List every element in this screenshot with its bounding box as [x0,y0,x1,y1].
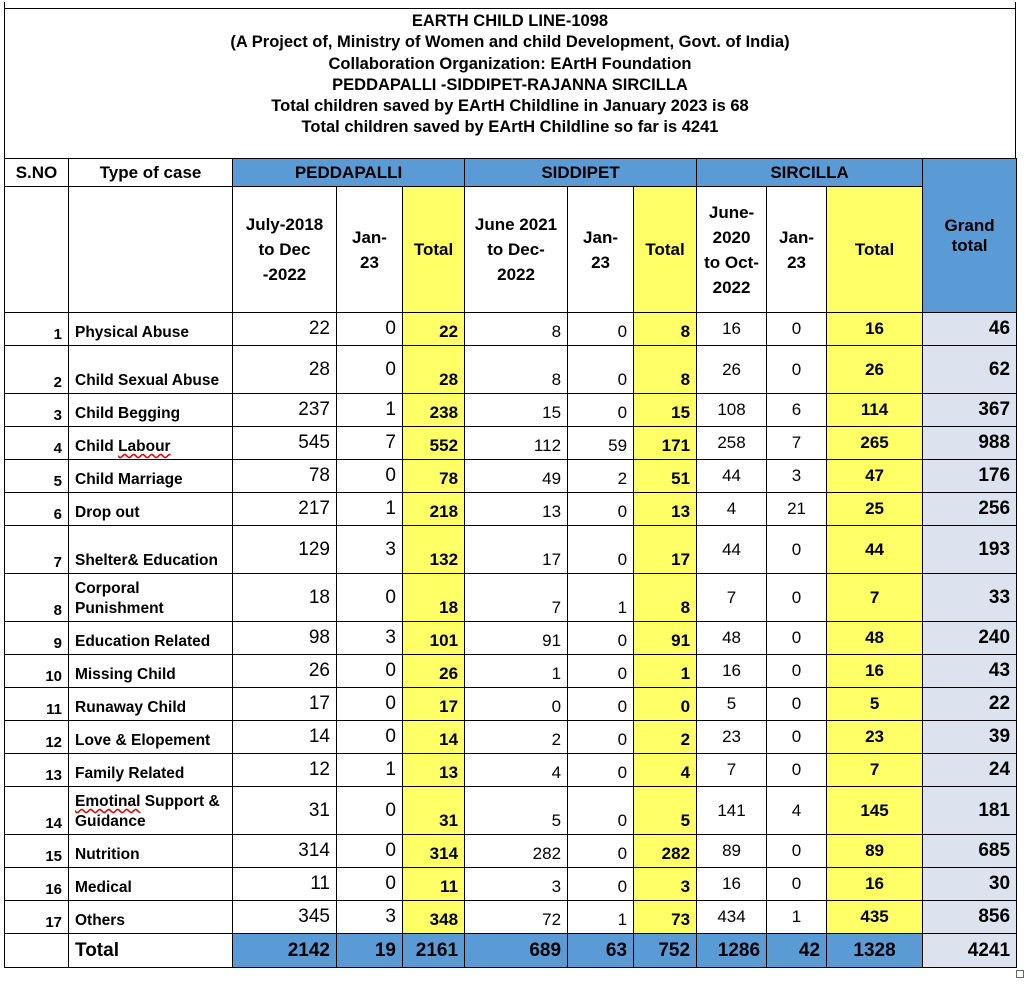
row-siddipet-period: 91 [465,622,568,655]
row-peddapalli-total: 28 [403,346,465,394]
col-siddipet-header: SIDDIPET [465,159,697,187]
row-sircilla-jan: 0 [767,868,827,901]
row-peddapalli-period: 14 [233,721,337,754]
row-peddapalli-total: 17 [403,688,465,721]
row-peddapalli-total: 101 [403,622,465,655]
table-row [5,526,1017,574]
row-sircilla-jan: 0 [767,835,827,868]
total-label: Total [69,934,233,968]
row-siddipet-period: 282 [465,835,568,868]
row-peddapalli-period: 22 [233,313,337,346]
row-grand-total: 46 [923,313,1017,346]
blank-cell [69,187,233,313]
row-peddapalli-period: 345 [233,901,337,934]
row-peddapalli-total: 218 [403,493,465,526]
row-case-type: Corporal Punishment [69,574,233,622]
blank-cell [5,187,69,313]
row-grand-total: 988 [923,427,1017,460]
total-row [5,934,1017,968]
row-case-type: Others [69,901,233,934]
row-grand-total: 30 [923,868,1017,901]
row-siddipet-jan: 0 [568,835,634,868]
row-siddipet-period: 7 [465,574,568,622]
cases-table [4,158,1017,968]
row-peddapalli-jan: 3 [337,622,403,655]
row-peddapalli-jan: 0 [337,835,403,868]
row-sno: 2 [5,346,69,394]
row-grand-total: 33 [923,574,1017,622]
header-collaboration: Collaboration Organization: EArtH Foundation [328,54,692,73]
col-s-jan: Jan- 23 [568,187,634,313]
row-peddapalli-total: 22 [403,313,465,346]
row-siddipet-jan: 0 [568,493,634,526]
row-grand-total: 240 [923,622,1017,655]
row-sircilla-total: 26 [827,346,923,394]
row-grand-total: 43 [923,655,1017,688]
row-sircilla-jan: 0 [767,655,827,688]
row-sircilla-period: 16 [697,868,767,901]
row-case-type: Runaway Child [69,688,233,721]
row-siddipet-total: 4 [634,754,697,787]
col-s-total: Total [634,187,697,313]
row-peddapalli-total: 14 [403,721,465,754]
row-grand-total: 193 [923,526,1017,574]
header-districts: PEDDAPALLI -SIDDIPET-RAJANNA SIRCILLA [332,75,688,94]
row-sno: 10 [5,655,69,688]
row-sno: 9 [5,622,69,655]
row-peddapalli-total: 11 [403,868,465,901]
col-p-total: Total [403,187,465,313]
row-peddapalli-period: 12 [233,754,337,787]
row-peddapalli-jan: 1 [337,394,403,427]
row-siddipet-total: 17 [634,526,697,574]
row-sircilla-total: 25 [827,493,923,526]
row-sircilla-total: 48 [827,622,923,655]
row-case-type: Education Related [69,622,233,655]
row-peddapalli-period: 78 [233,460,337,493]
row-sircilla-jan: 3 [767,460,827,493]
row-peddapalli-total: 132 [403,526,465,574]
row-siddipet-total: 91 [634,622,697,655]
row-siddipet-period: 1 [465,655,568,688]
row-grand-total: 256 [923,493,1017,526]
row-peddapalli-jan: 0 [337,346,403,394]
row-peddapalli-total: 78 [403,460,465,493]
row-siddipet-total: 13 [634,493,697,526]
document-page [4,2,1016,968]
row-sno: 5 [5,460,69,493]
col-sno-header: S.NO [5,159,69,187]
total-siddipet-period: 689 [465,934,568,968]
total-peddapalli-period: 2142 [233,934,337,968]
total-grand: 4241 [923,934,1017,968]
row-case-type: Child Labour [69,427,233,460]
row-sircilla-total: 44 [827,526,923,574]
row-siddipet-total: 73 [634,901,697,934]
row-peddapalli-period: 314 [233,835,337,868]
row-siddipet-total: 0 [634,688,697,721]
total-siddipet-total: 752 [634,934,697,968]
col-s-period: June 2021 to Dec- 2022 [465,187,568,313]
table-row [5,655,1017,688]
row-peddapalli-total: 18 [403,574,465,622]
row-siddipet-jan: 0 [568,787,634,835]
row-sircilla-period: 141 [697,787,767,835]
row-sircilla-period: 16 [697,313,767,346]
row-siddipet-total: 15 [634,394,697,427]
row-peddapalli-total: 31 [403,787,465,835]
table-row [5,688,1017,721]
row-grand-total: 176 [923,460,1017,493]
row-peddapalli-total: 13 [403,754,465,787]
row-siddipet-period: 72 [465,901,568,934]
row-case-type: Emotinal Support & Guidance [69,787,233,835]
row-peddapalli-period: 217 [233,493,337,526]
row-grand-total: 367 [923,394,1017,427]
row-peddapalli-jan: 1 [337,493,403,526]
row-peddapalli-period: 98 [233,622,337,655]
table-row [5,787,1017,835]
row-siddipet-period: 112 [465,427,568,460]
row-sno: 15 [5,835,69,868]
table-row [5,493,1017,526]
table-row [5,901,1017,934]
row-siddipet-jan: 0 [568,655,634,688]
row-sno: 6 [5,493,69,526]
row-peddapalli-total: 314 [403,835,465,868]
row-sircilla-period: 5 [697,688,767,721]
row-case-type: Nutrition [69,835,233,868]
col-sircilla-header: SIRCILLA [697,159,923,187]
header-january-total: Total children saved by EArtH Childline in January 2023 is 68 [271,97,749,116]
row-siddipet-period: 5 [465,787,568,835]
row-sno: 16 [5,868,69,901]
row-sircilla-total: 435 [827,901,923,934]
row-peddapalli-total: 348 [403,901,465,934]
row-sircilla-total: 114 [827,394,923,427]
row-peddapalli-period: 237 [233,394,337,427]
row-sircilla-period: 23 [697,721,767,754]
row-siddipet-total: 8 [634,313,697,346]
row-sno: 8 [5,574,69,622]
row-sno: 7 [5,526,69,574]
row-siddipet-period: 2 [465,721,568,754]
row-sircilla-jan: 0 [767,622,827,655]
row-siddipet-total: 8 [634,574,697,622]
row-sircilla-total: 89 [827,835,923,868]
row-sircilla-period: 258 [697,427,767,460]
row-sircilla-jan: 4 [767,787,827,835]
row-peddapalli-total: 26 [403,655,465,688]
row-grand-total: 24 [923,754,1017,787]
header-project: (A Project of, Ministry of Women and child Development, Govt. of India) [230,33,790,52]
row-sircilla-total: 23 [827,721,923,754]
row-siddipet-period: 0 [465,688,568,721]
row-grand-total: 39 [923,721,1017,754]
table-row [5,721,1017,754]
row-peddapalli-jan: 7 [337,427,403,460]
row-case-type: Child Marriage [69,460,233,493]
row-sircilla-jan: 0 [767,721,827,754]
row-siddipet-jan: 0 [568,313,634,346]
row-sno: 13 [5,754,69,787]
row-peddapalli-jan: 0 [337,460,403,493]
total-sircilla-jan: 42 [767,934,827,968]
row-siddipet-total: 51 [634,460,697,493]
row-siddipet-period: 4 [465,754,568,787]
row-siddipet-jan: 0 [568,868,634,901]
col-peddapalli-header: PEDDAPALLI [233,159,465,187]
row-peddapalli-jan: 0 [337,574,403,622]
total-siddipet-jan: 63 [568,934,634,968]
total-sircilla-total: 1328 [827,934,923,968]
row-sircilla-period: 26 [697,346,767,394]
col-grand-total-header: Grand total [923,159,1017,313]
row-sircilla-jan: 0 [767,754,827,787]
col-c-total: Total [827,187,923,313]
row-sircilla-jan: 0 [767,688,827,721]
row-peddapalli-jan: 3 [337,526,403,574]
row-siddipet-jan: 59 [568,427,634,460]
header-overall-total: Total children saved by EArtH Childline so far is 4241 [301,118,719,137]
row-peddapalli-jan: 0 [337,655,403,688]
row-peddapalli-period: 28 [233,346,337,394]
col-c-jan: Jan- 23 [767,187,827,313]
row-siddipet-period: 17 [465,526,568,574]
row-peddapalli-period: 18 [233,574,337,622]
row-siddipet-jan: 0 [568,394,634,427]
row-peddapalli-total: 552 [403,427,465,460]
row-siddipet-jan: 0 [568,721,634,754]
row-sircilla-total: 16 [827,655,923,688]
row-siddipet-jan: 0 [568,754,634,787]
row-sircilla-jan: 6 [767,394,827,427]
row-siddipet-total: 1 [634,655,697,688]
row-peddapalli-jan: 0 [337,868,403,901]
row-case-type: Shelter& Education [69,526,233,574]
row-sno: 3 [5,394,69,427]
total-peddapalli-jan: 19 [337,934,403,968]
row-sno: 12 [5,721,69,754]
row-sircilla-jan: 0 [767,574,827,622]
header-row-districts [5,159,1017,187]
row-sno: 1 [5,313,69,346]
resize-handle [1016,970,1024,978]
row-sircilla-total: 16 [827,868,923,901]
row-sircilla-total: 265 [827,427,923,460]
row-case-type: Family Related [69,754,233,787]
row-sno: 11 [5,688,69,721]
row-peddapalli-period: 11 [233,868,337,901]
row-peddapalli-jan: 0 [337,787,403,835]
row-siddipet-total: 8 [634,346,697,394]
row-siddipet-period: 8 [465,313,568,346]
table-row [5,460,1017,493]
table-row [5,835,1017,868]
row-sircilla-jan: 7 [767,427,827,460]
row-siddipet-jan: 2 [568,460,634,493]
row-siddipet-period: 13 [465,493,568,526]
row-sno: 17 [5,901,69,934]
row-peddapalli-period: 17 [233,688,337,721]
row-grand-total: 685 [923,835,1017,868]
row-case-type: Physical Abuse [69,313,233,346]
row-peddapalli-period: 129 [233,526,337,574]
row-peddapalli-jan: 0 [337,721,403,754]
row-sircilla-period: 7 [697,754,767,787]
row-peddapalli-jan: 1 [337,754,403,787]
table-row [5,574,1017,622]
row-grand-total: 856 [923,901,1017,934]
header-row-periods [5,187,1017,313]
total-sircilla-period: 1286 [697,934,767,968]
row-sircilla-total: 5 [827,688,923,721]
col-type-header: Type of case [69,159,233,187]
row-grand-total: 181 [923,787,1017,835]
row-sircilla-total: 7 [827,574,923,622]
row-siddipet-jan: 0 [568,526,634,574]
row-sircilla-total: 7 [827,754,923,787]
row-sircilla-period: 16 [697,655,767,688]
row-sircilla-period: 48 [697,622,767,655]
total-peddapalli-total: 2161 [403,934,465,968]
row-siddipet-total: 2 [634,721,697,754]
row-siddipet-jan: 0 [568,346,634,394]
row-case-type: Child Sexual Abuse [69,346,233,394]
col-p-jan: Jan-23 [337,187,403,313]
row-case-type: Medical [69,868,233,901]
row-sircilla-period: 4 [697,493,767,526]
row-sircilla-total: 47 [827,460,923,493]
row-siddipet-jan: 1 [568,901,634,934]
row-sircilla-period: 7 [697,574,767,622]
row-peddapalli-jan: 3 [337,901,403,934]
col-c-period: June- 2020 to Oct- 2022 [697,187,767,313]
row-sircilla-period: 44 [697,460,767,493]
row-sno: 14 [5,787,69,835]
table-row [5,754,1017,787]
row-case-type: Child Begging [69,394,233,427]
row-siddipet-total: 3 [634,868,697,901]
col-p-period: July-2018 to Dec -2022 [233,187,337,313]
row-siddipet-jan: 0 [568,622,634,655]
table-row [5,346,1017,394]
row-siddipet-total: 171 [634,427,697,460]
row-siddipet-period: 3 [465,868,568,901]
row-sircilla-period: 44 [697,526,767,574]
row-peddapalli-period: 31 [233,787,337,835]
row-peddapalli-period: 26 [233,655,337,688]
row-sircilla-jan: 0 [767,346,827,394]
row-sircilla-jan: 0 [767,313,827,346]
row-case-type: Love & Elopement [69,721,233,754]
header-title: EARTH CHILD LINE-1098 [411,12,609,30]
table-row [5,427,1017,460]
row-sircilla-jan: 21 [767,493,827,526]
row-case-type: Missing Child [69,655,233,688]
row-peddapalli-jan: 0 [337,313,403,346]
row-sircilla-total: 16 [827,313,923,346]
row-peddapalli-total: 238 [403,394,465,427]
row-grand-total: 22 [923,688,1017,721]
row-siddipet-period: 8 [465,346,568,394]
row-sircilla-jan: 0 [767,526,827,574]
row-sno: 4 [5,427,69,460]
row-siddipet-total: 5 [634,787,697,835]
table-row [5,313,1017,346]
row-sircilla-period: 108 [697,394,767,427]
table-row [5,868,1017,901]
row-siddipet-total: 282 [634,835,697,868]
row-sircilla-period: 434 [697,901,767,934]
report-header [4,8,1016,158]
table-row [5,622,1017,655]
row-sircilla-total: 145 [827,787,923,835]
table-row [5,394,1017,427]
row-grand-total: 62 [923,346,1017,394]
row-peddapalli-period: 545 [233,427,337,460]
row-case-type: Drop out [69,493,233,526]
row-peddapalli-jan: 0 [337,688,403,721]
row-sircilla-period: 89 [697,835,767,868]
row-siddipet-period: 49 [465,460,568,493]
row-siddipet-period: 15 [465,394,568,427]
row-siddipet-jan: 0 [568,688,634,721]
row-sircilla-jan: 1 [767,901,827,934]
total-blank-sno [5,934,69,968]
row-siddipet-jan: 1 [568,574,634,622]
